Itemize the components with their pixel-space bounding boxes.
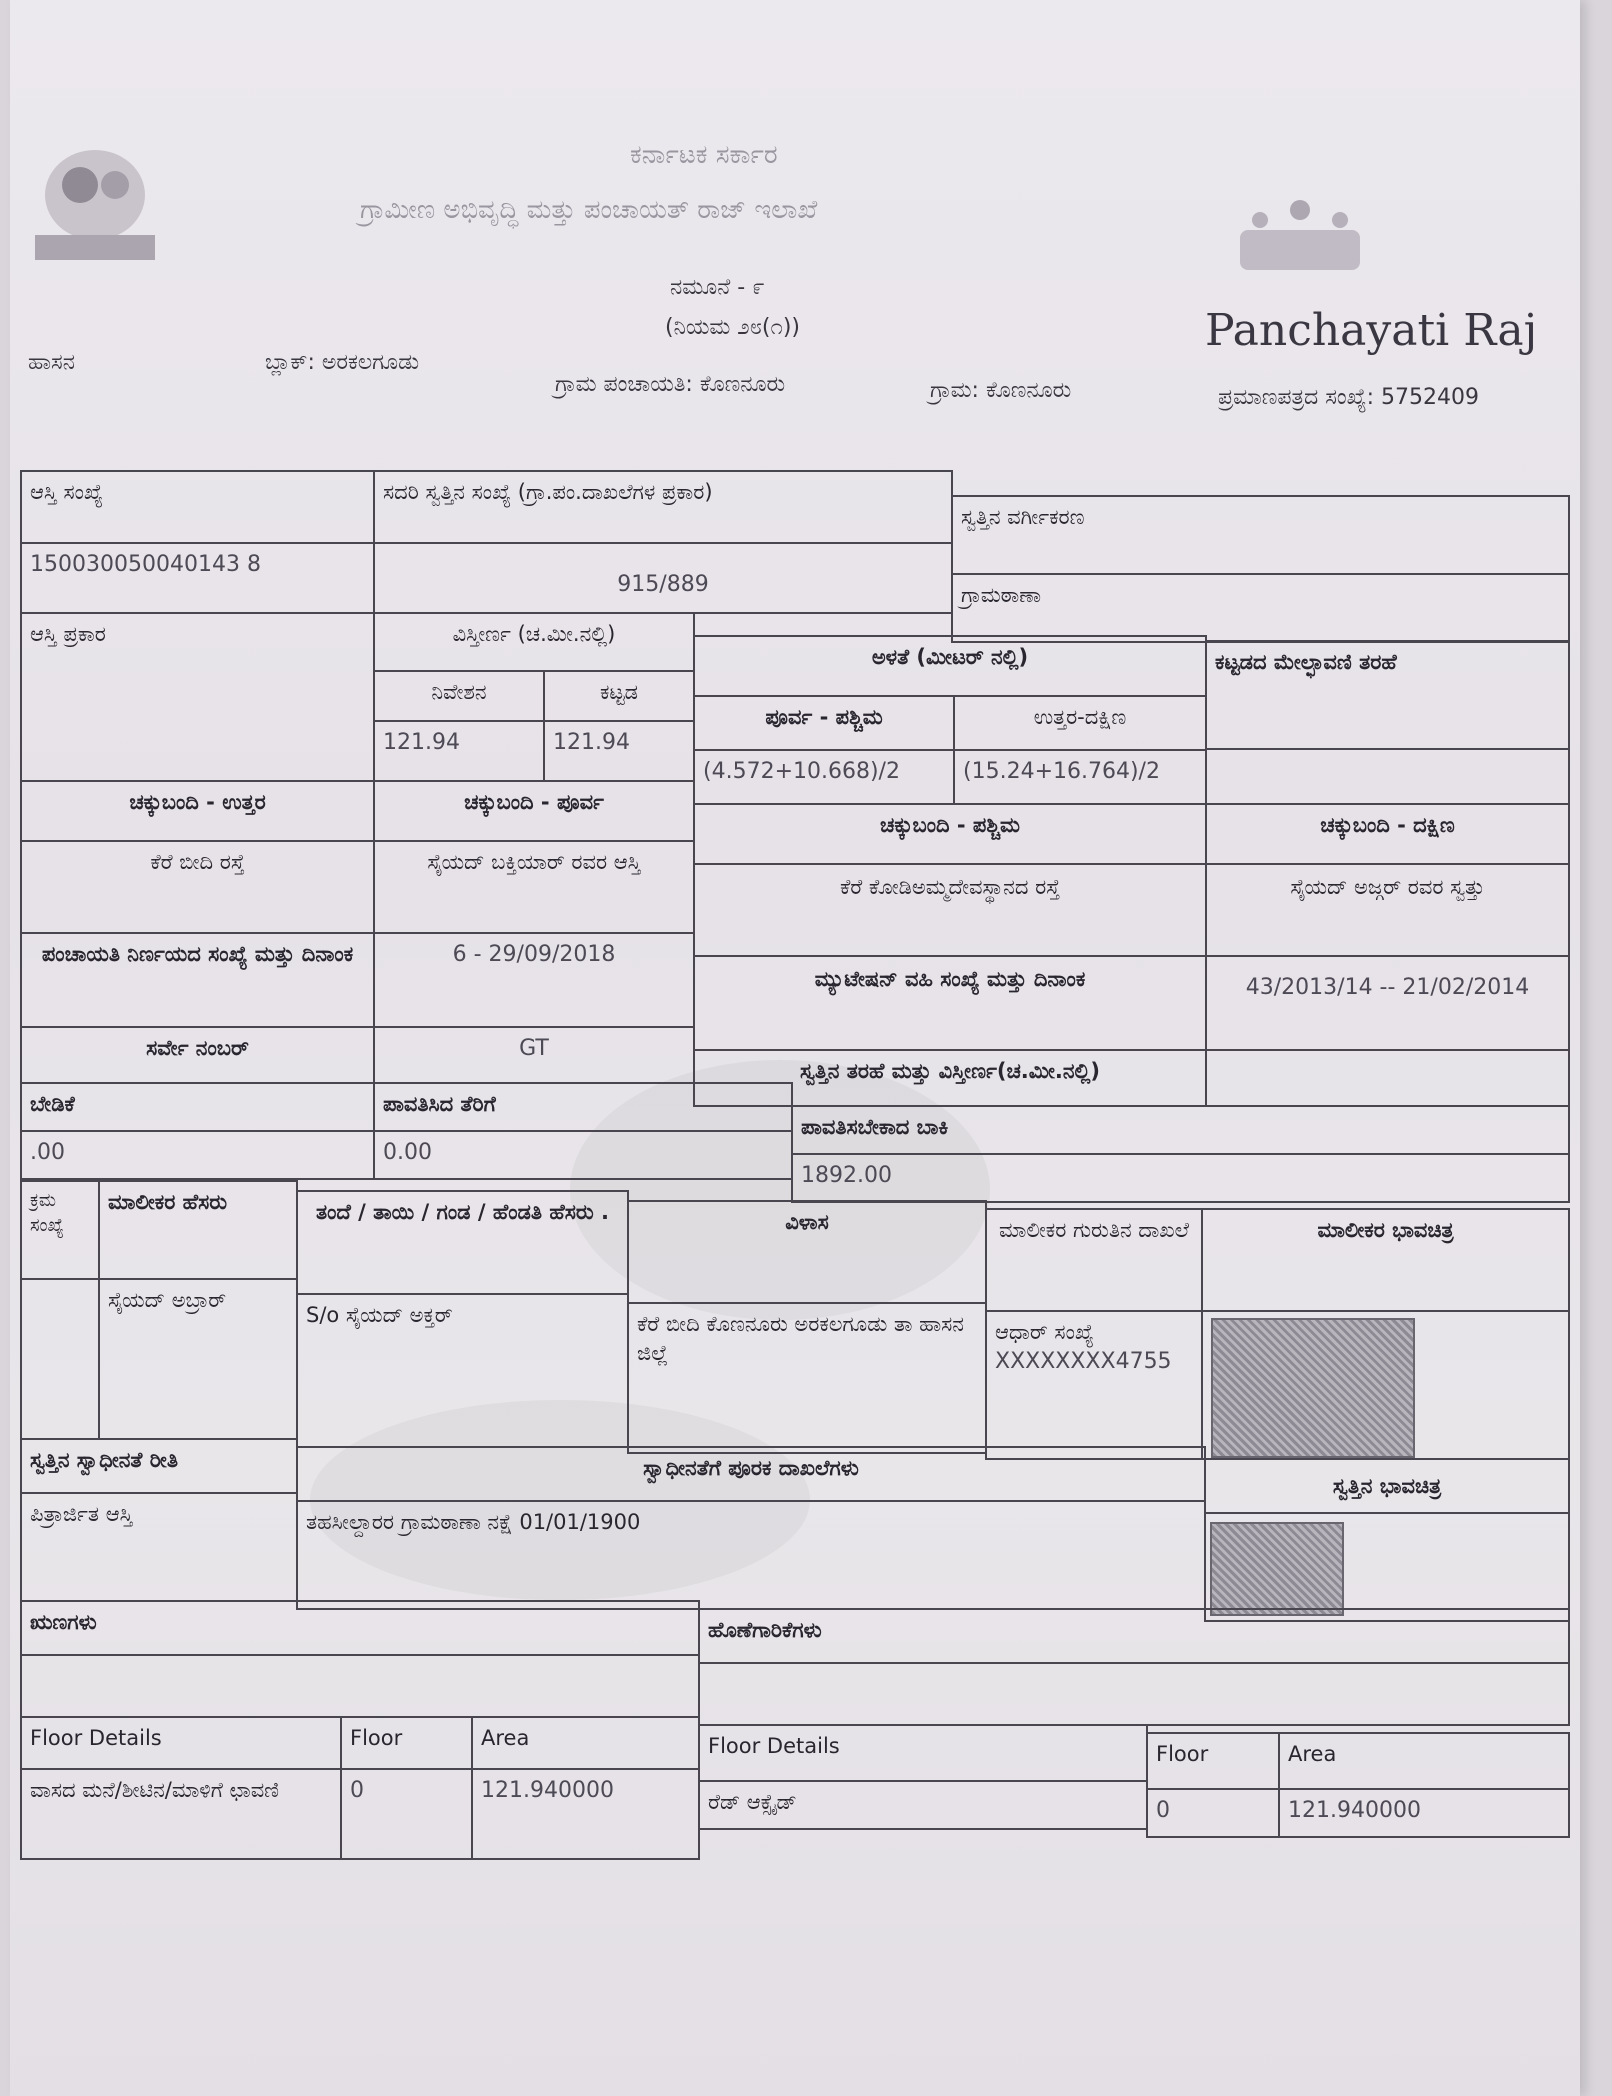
floor-right-label: Floor (1146, 1732, 1280, 1790)
supporting-docs-value: ತಹಸೀಲ್ದಾರರ ಗ್ರಾಮಠಾಣಾ ನಕ್ಷೆ 01/01/1900 (296, 1500, 1206, 1610)
owner-address: ಕೆರೆ ಬೀದಿ ಕೊಣನೂರು ಅರಕಲಗೂಡು ತಾ ಹಾಸನ ಜಿಲ್ಲೆ (627, 1302, 987, 1454)
floor-left-label: Floor (340, 1716, 473, 1770)
dept-title: ಗ್ರಾಮೀಣ ಅಭಿವೃದ್ಧಿ ಮತ್ತು ಪಂಚಾಯತ್ ರಾಜ್ ಇಲಾಖೆ (360, 195, 818, 225)
floor-details-left-header: Floor Details (20, 1716, 342, 1770)
area-right-value: 121.940000 (1278, 1788, 1570, 1838)
floor-details-right-header: Floor Details (698, 1724, 1148, 1782)
form-number: ನಮೂನೆ - ೯ (670, 275, 765, 300)
state-emblem-icon (20, 140, 170, 270)
owner-photo-label: ಮಾಲೀಕರ ಭಾವಚಿತ್ರ (1201, 1208, 1570, 1312)
site-area-value: 121.94 (373, 720, 545, 782)
property-id-value: 150030050040143 8 (20, 542, 375, 614)
dimensions-label: ಅಳತೆ (ಮೀಟರ್ ನಲ್ಲಿ) (693, 635, 1207, 697)
gram-panchayat: ಗ್ರಾಮ ಪಂಚಾಯತಿ: ಕೊಣನೂರು (555, 372, 786, 397)
paid-label: ಪಾವತಿಸಿದ ತೆರಿಗೆ (373, 1082, 793, 1132)
liabilities-value (698, 1662, 1570, 1726)
address-label: ವಿಳಾಸ (627, 1200, 987, 1304)
decision-value: 6 - 29/09/2018 (373, 932, 695, 1028)
area-label: ವಿಸ್ತೀರ್ಣ (ಚ.ಮೀ.ನಲ್ಲಿ) (373, 612, 695, 672)
north-south-value: (15.24+16.764)/2 (953, 749, 1207, 805)
owner-photo (1211, 1318, 1415, 1458)
survey-label: ಸರ್ವೇ ನಂಬರ್ (20, 1026, 375, 1084)
liabilities-label: ಹೊಣೆಗಾರಿಕೆಗಳು (698, 1608, 1570, 1664)
owner-name: ಸೈಯದ್ ಅಬ್ರಾರ್ (98, 1278, 298, 1440)
acquisition-method-label: ಸ್ವತ್ತಿನ ಸ್ವಾಧೀನತೆ ರೀತಿ (20, 1438, 298, 1494)
south-boundary-value: ಸೈಯದ್ ಅಜ್ಗರ್ ರವರ ಸ್ವತ್ತು (1205, 863, 1570, 957)
govt-title: ಕರ್ನಾಟಕ ಸರ್ಕಾರ (630, 140, 778, 170)
east-west-label: ಪೂರ್ವ - ಪಶ್ಚಿಮ (693, 695, 955, 751)
owner-name-label: ಮಾಲೀಕರ ಹೆಸರು (98, 1180, 298, 1280)
floor-left-value: 0 (340, 1768, 473, 1860)
panchayati-raj-logo-icon (1200, 180, 1400, 290)
roof-type-label: ಕಟ್ಟಡದ ಮೇಲ್ಛಾವಣಿ ತರಹೆ (1205, 640, 1570, 750)
floor-right-value: 0 (1146, 1788, 1280, 1838)
property-photo-label: ಸ್ವತ್ತಿನ ಭಾವಚಿತ್ರ (1204, 1458, 1570, 1514)
west-boundary-value: ಕೆರೆ ಕೋಡಿಅಮ್ಮದೇವಸ್ಥಾನದ ರಸ್ತೆ (693, 863, 1207, 957)
building-area-value: 121.94 (543, 720, 695, 782)
west-boundary-label: ಚಕ್ಕುಬಂದಿ - ಪಶ್ಚಿಮ (693, 803, 1207, 865)
floor-right-type: ರೆಡ್ ಆಕ್ಸೈಡ್ (698, 1780, 1148, 1830)
north-south-label: ಉತ್ತರ-ದಕ್ಷಿಣ (953, 695, 1207, 751)
mutation-value: 43/2013/14 -- 21/02/2014 (1205, 955, 1570, 1051)
survey-value: GT (373, 1026, 695, 1084)
area-left-value: 121.940000 (471, 1768, 700, 1860)
demand-label: ಬೇಡಿಕೆ (20, 1082, 375, 1132)
sadari-value: 915/889 (373, 542, 953, 614)
east-boundary-value: ಸೈಯದ್ ಬಕ್ತಿಯಾರ್ ರವರ ಆಸ್ತಿ (373, 840, 695, 934)
property-type-label: ಆಸ್ತಿ ಪ್ರಕಾರ (20, 612, 375, 782)
site-label: ನಿವೇಶನ (373, 670, 545, 722)
area-left-label: Area (471, 1716, 700, 1770)
nature-value (1205, 1049, 1570, 1107)
paid-value: 0.00 (373, 1130, 793, 1180)
north-boundary-value: ಕೆರೆ ಬೀದಿ ರಸ್ತೆ (20, 840, 375, 934)
classification-value: ಗ್ರಾಮಠಾಣಾ (951, 573, 1570, 643)
relation-label: ತಂದೆ / ತಾಯಿ / ಗಂಡ / ಹೆಂಡತಿ ಹೆಸರು . (296, 1190, 629, 1295)
decision-label: ಪಂಚಾಯತಿ ನಿರ್ಣಯದ ಸಂಖ್ಯೆ ಮತ್ತು ದಿನಾಂಕ (20, 932, 375, 1028)
owner-id-type: ಆಧಾರ್ ಸಂಖ್ಯೆ (995, 1320, 1094, 1344)
block: ಬ್ಲಾಕ್: ಅರಕಲಗೂಡು (265, 350, 420, 375)
classification-label: ಸ್ವತ್ತಿನ ವರ್ಗೀಕರಣ (951, 495, 1570, 575)
serial-value (20, 1278, 100, 1440)
east-west-value: (4.572+10.668)/2 (693, 749, 955, 805)
north-boundary-label: ಚಕ್ಕುಬಂದಿ - ಉತ್ತರ (20, 780, 375, 842)
owner-id-number: XXXXXXXX4755 (995, 1349, 1172, 1375)
owner-id-label: ಮಾಲೀಕರ ಗುರುತಿನ ದಾಖಲೆ (985, 1208, 1203, 1312)
property-photo (1210, 1522, 1344, 1616)
serial-label: ಕ್ರಮ ಸಂಖ್ಯೆ (20, 1180, 100, 1280)
document-page (10, 0, 1580, 2096)
roof-type-value (1205, 748, 1570, 805)
sadari-label: ಸದರಿ ಸ್ವತ್ತಿನ ಸಂಖ್ಯೆ (ಗ್ರಾ.ಪಂ.ದಾಖಲೆಗಳ ಪ್ರಕಾರ) (373, 470, 953, 544)
balance-label: ಪಾವತಿಸಬೇಕಾದ ಬಾಕಿ (791, 1105, 1570, 1155)
nature-label: ಸ್ವತ್ತಿನ ತರಹೆ ಮತ್ತು ವಿಸ್ತೀರ್ಣ(ಚ.ಮೀ.ನಲ್ಲಿ) (693, 1049, 1207, 1107)
brand-title: Panchayati Raj (1205, 305, 1538, 356)
rule-reference: (ನಿಯಮ ೨೮(೧)) (665, 315, 801, 340)
property-photo-cell (1204, 1512, 1570, 1622)
owner-photo-cell (1201, 1310, 1570, 1460)
floor-left-type: ವಾಸದ ಮನೆ/ಶೀಟಿನ/ಮಾಳಿಗೆ ಛಾವಣಿ (20, 1768, 342, 1860)
village: ಗ್ರಾಮ: ಕೊಣನೂರು (930, 378, 1072, 403)
mutation-label: ಮ್ಯುಟೇಷನ್ ವಹಿ ಸಂಖ್ಯೆ ಮತ್ತು ದಿನಾಂಕ (693, 955, 1207, 1051)
property-id-label: ಆಸ್ತಿ ಸಂಖ್ಯೆ (20, 470, 375, 544)
east-boundary-label: ಚಕ್ಕುಬಂದಿ - ಪೂರ್ವ (373, 780, 695, 842)
demand-value: .00 (20, 1130, 375, 1180)
certificate-number: ಪ್ರಮಾಣಪತ್ರದ ಸಂಖ್ಯೆ: 5752409 (1218, 385, 1479, 410)
building-label: ಕಟ್ಟಡ (543, 670, 695, 722)
supporting-docs-label: ಸ್ವಾಧೀನತೆಗೆ ಪೂರಕ ದಾಖಲೆಗಳು (296, 1446, 1206, 1502)
acquisition-method-value: ಪಿತ್ರಾರ್ಜಿತ ಆಸ್ತಿ (20, 1492, 298, 1602)
balance-value: 1892.00 (791, 1153, 1570, 1203)
relation-name: S/o ಸೈಯದ್ ಅಕ್ತರ್ (296, 1293, 629, 1448)
remarks-label: ಋಣಗಳು (20, 1600, 700, 1656)
owner-id-cell (985, 1310, 1203, 1460)
south-boundary-label: ಚಕ್ಕುಬಂದಿ - ದಕ್ಷಿಣ (1205, 803, 1570, 865)
area-right-label: Area (1278, 1732, 1570, 1790)
remarks-value (20, 1654, 700, 1718)
district: ಹಾಸನ (28, 350, 75, 375)
